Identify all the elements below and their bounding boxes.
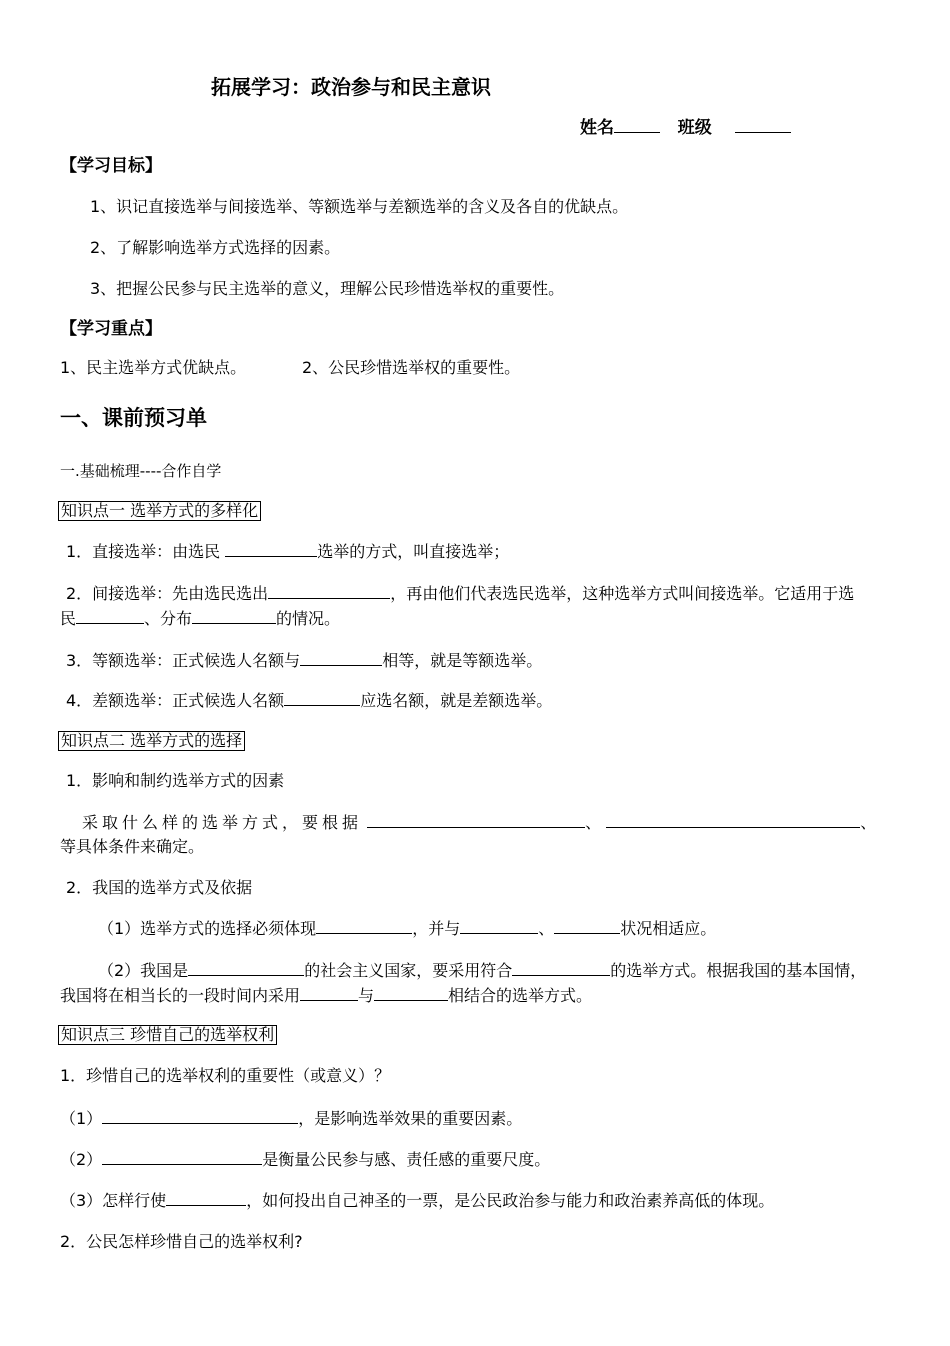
kp3-a1-label: （1） (60, 1109, 103, 1128)
kp2-box-label: 知识点二 选举方式的选择 (58, 731, 245, 751)
focus-item-2: 2、公民珍惜选举权的重要性。 (302, 358, 521, 377)
kp1-l2-text-a: 2．间接选举：先由选民选出 (66, 584, 269, 603)
kp3-question-1: 1．珍惜自己的选举权利的重要性（或意义）？ (60, 1066, 391, 1085)
kp2-line-4: 2．我国的选举方式及依据 (66, 878, 253, 897)
name-class-line (580, 117, 791, 138)
kp2-l5-blank-2[interactable] (460, 918, 538, 934)
kp3-a3-blank[interactable] (166, 1190, 246, 1206)
kp3-a1-blank[interactable] (102, 1108, 298, 1124)
kp2-l5-text-d: 状况相适应。 (620, 919, 717, 938)
name-label: 姓名 (580, 118, 614, 138)
kp1-box-label: 知识点一 选举方式的多样化 (58, 501, 261, 521)
kp1-l1-text-b: 选举的方式，叫直接选举； (317, 542, 510, 561)
focus-heading: 【学习重点】 (60, 319, 162, 339)
kp2-l6-text-b: 的社会主义国家，要采用符合 (304, 961, 513, 980)
kp2-line-3: 等具体条件来确定。 (60, 837, 205, 856)
kp1-l1-text-a: 1．直接选举：由选民 (66, 542, 226, 561)
kp2-line-6 (98, 960, 866, 981)
kp2-l7-blank-2[interactable] (374, 985, 448, 1001)
kp2-box (58, 731, 245, 751)
kp2-l7-text-b: 与 (358, 986, 375, 1005)
kp1-l5-text-b: 应选名额，就是差额选举。 (360, 691, 553, 710)
kp2-l5-text-b: ，并与 (412, 919, 461, 938)
kp1-l1-blank[interactable] (225, 541, 317, 557)
kp1-l2-blank[interactable] (268, 583, 390, 599)
kp3-a3-label: （3）怎样行使 (60, 1191, 167, 1210)
kp2-l7-text-a: 我国将在相当长的一段时间内采用 (60, 986, 301, 1005)
kp2-l7-blank-1[interactable] (300, 985, 358, 1001)
kp2-l5-blank-3[interactable] (554, 918, 620, 934)
kp1-l5-text-a: 4．差额选举：正式候选人名额 (66, 691, 285, 710)
kp1-l3-blank-2[interactable] (192, 608, 276, 624)
kp1-l3-text-b: 、分布 (144, 609, 193, 628)
kp3-a1-text: ，是影响选举效果的重要因素。 (298, 1109, 523, 1128)
kp2-l2-text-a: 采取什么样的选举方式，要根据 (82, 813, 363, 832)
kp1-l3-text-c: 的情况。 (276, 609, 341, 628)
kp3-box (58, 1025, 277, 1045)
kp3-a3-text: ，如何投出自己神圣的一票，是公民政治参与能力和政治素养高低的体现。 (246, 1191, 775, 1210)
kp1-l3-text-a: 民 (60, 609, 77, 628)
goals-heading: 【学习目标】 (60, 156, 162, 176)
kp2-line-7 (60, 985, 592, 1006)
kp1-line-2 (66, 583, 854, 604)
kp1-l5-blank[interactable] (284, 690, 360, 706)
kp2-l5-text-a: （1）选举方式的选择必须体现 (98, 919, 317, 938)
kp3-a2-blank[interactable] (102, 1149, 262, 1165)
kp3-a2-label: （2） (60, 1150, 103, 1169)
kp2-l6-blank-2[interactable] (512, 960, 610, 976)
kp2-line-2 (82, 812, 876, 833)
kp2-l2-sep-1: 、 (585, 813, 602, 832)
section-heading: 一、课前预习单 (60, 406, 207, 430)
kp2-l6-blank-1[interactable] (188, 960, 304, 976)
goal-item-2: 2、了解影响选举方式选择的因素。 (90, 238, 341, 257)
kp2-l5-blank-1[interactable] (316, 918, 412, 934)
kp2-l2-blank-2[interactable] (606, 812, 860, 828)
kp2-l5-sep: 、 (538, 919, 555, 938)
kp3-answer-1 (60, 1108, 522, 1129)
kp1-line-5 (66, 690, 552, 711)
goal-item-3: 3、把握公民参与民主选举的意义，理解公民珍惜选举权的重要性。 (90, 279, 565, 298)
kp1-l4-blank[interactable] (300, 650, 382, 666)
name-blank[interactable] (614, 117, 660, 133)
kp3-box-label: 知识点三 珍惜自己的选举权利 (58, 1025, 277, 1045)
kp2-l2-sep-2: 、 (860, 813, 877, 832)
kp3-a2-text: 是衡量公民参与感、责任感的重要尺度。 (262, 1150, 551, 1169)
kp1-l4-text-a: 3．等额选举：正式候选人名额与 (66, 651, 301, 670)
kp1-line-3 (60, 608, 340, 629)
page-title: 拓展学习：政治参与和民主意识 (211, 75, 491, 99)
kp1-l2-text-b: ，再由他们代表选民选举，这种选举方式叫间接选举。它适用于选 (390, 584, 855, 603)
kp2-line-1: 1．影响和制约选举方式的因素 (66, 771, 285, 790)
kp2-l2-blank-1[interactable] (367, 812, 585, 828)
kp3-answer-2 (60, 1149, 550, 1170)
kp1-box (58, 501, 261, 521)
kp2-line-5 (98, 918, 716, 939)
kp2-l6-text-c: 的选举方式。根据我国的基本国情， (610, 961, 867, 980)
class-blank[interactable] (735, 117, 791, 133)
class-label: 班级 (677, 118, 712, 138)
kp1-l3-blank-1[interactable] (76, 608, 144, 624)
goal-item-1: 1、识记直接选举与间接选举、等额选举与差额选举的含义及各自的优缺点。 (90, 197, 629, 216)
kp2-l6-text-a: （2）我国是 (98, 961, 189, 980)
kp1-line-4 (66, 650, 542, 671)
kp1-l4-text-b: 相等，就是等额选举。 (382, 651, 543, 670)
kp1-line-1 (66, 541, 509, 562)
section-subheading: 一.基础梳理----合作自学 (60, 462, 222, 480)
kp3-answer-3 (60, 1190, 774, 1211)
kp3-question-2: 2．公民怎样珍惜自己的选举权利? (60, 1232, 303, 1251)
kp2-l7-text-c: 相结合的选举方式。 (448, 986, 593, 1005)
focus-item-1: 1、民主选举方式优缺点。 (60, 358, 247, 377)
